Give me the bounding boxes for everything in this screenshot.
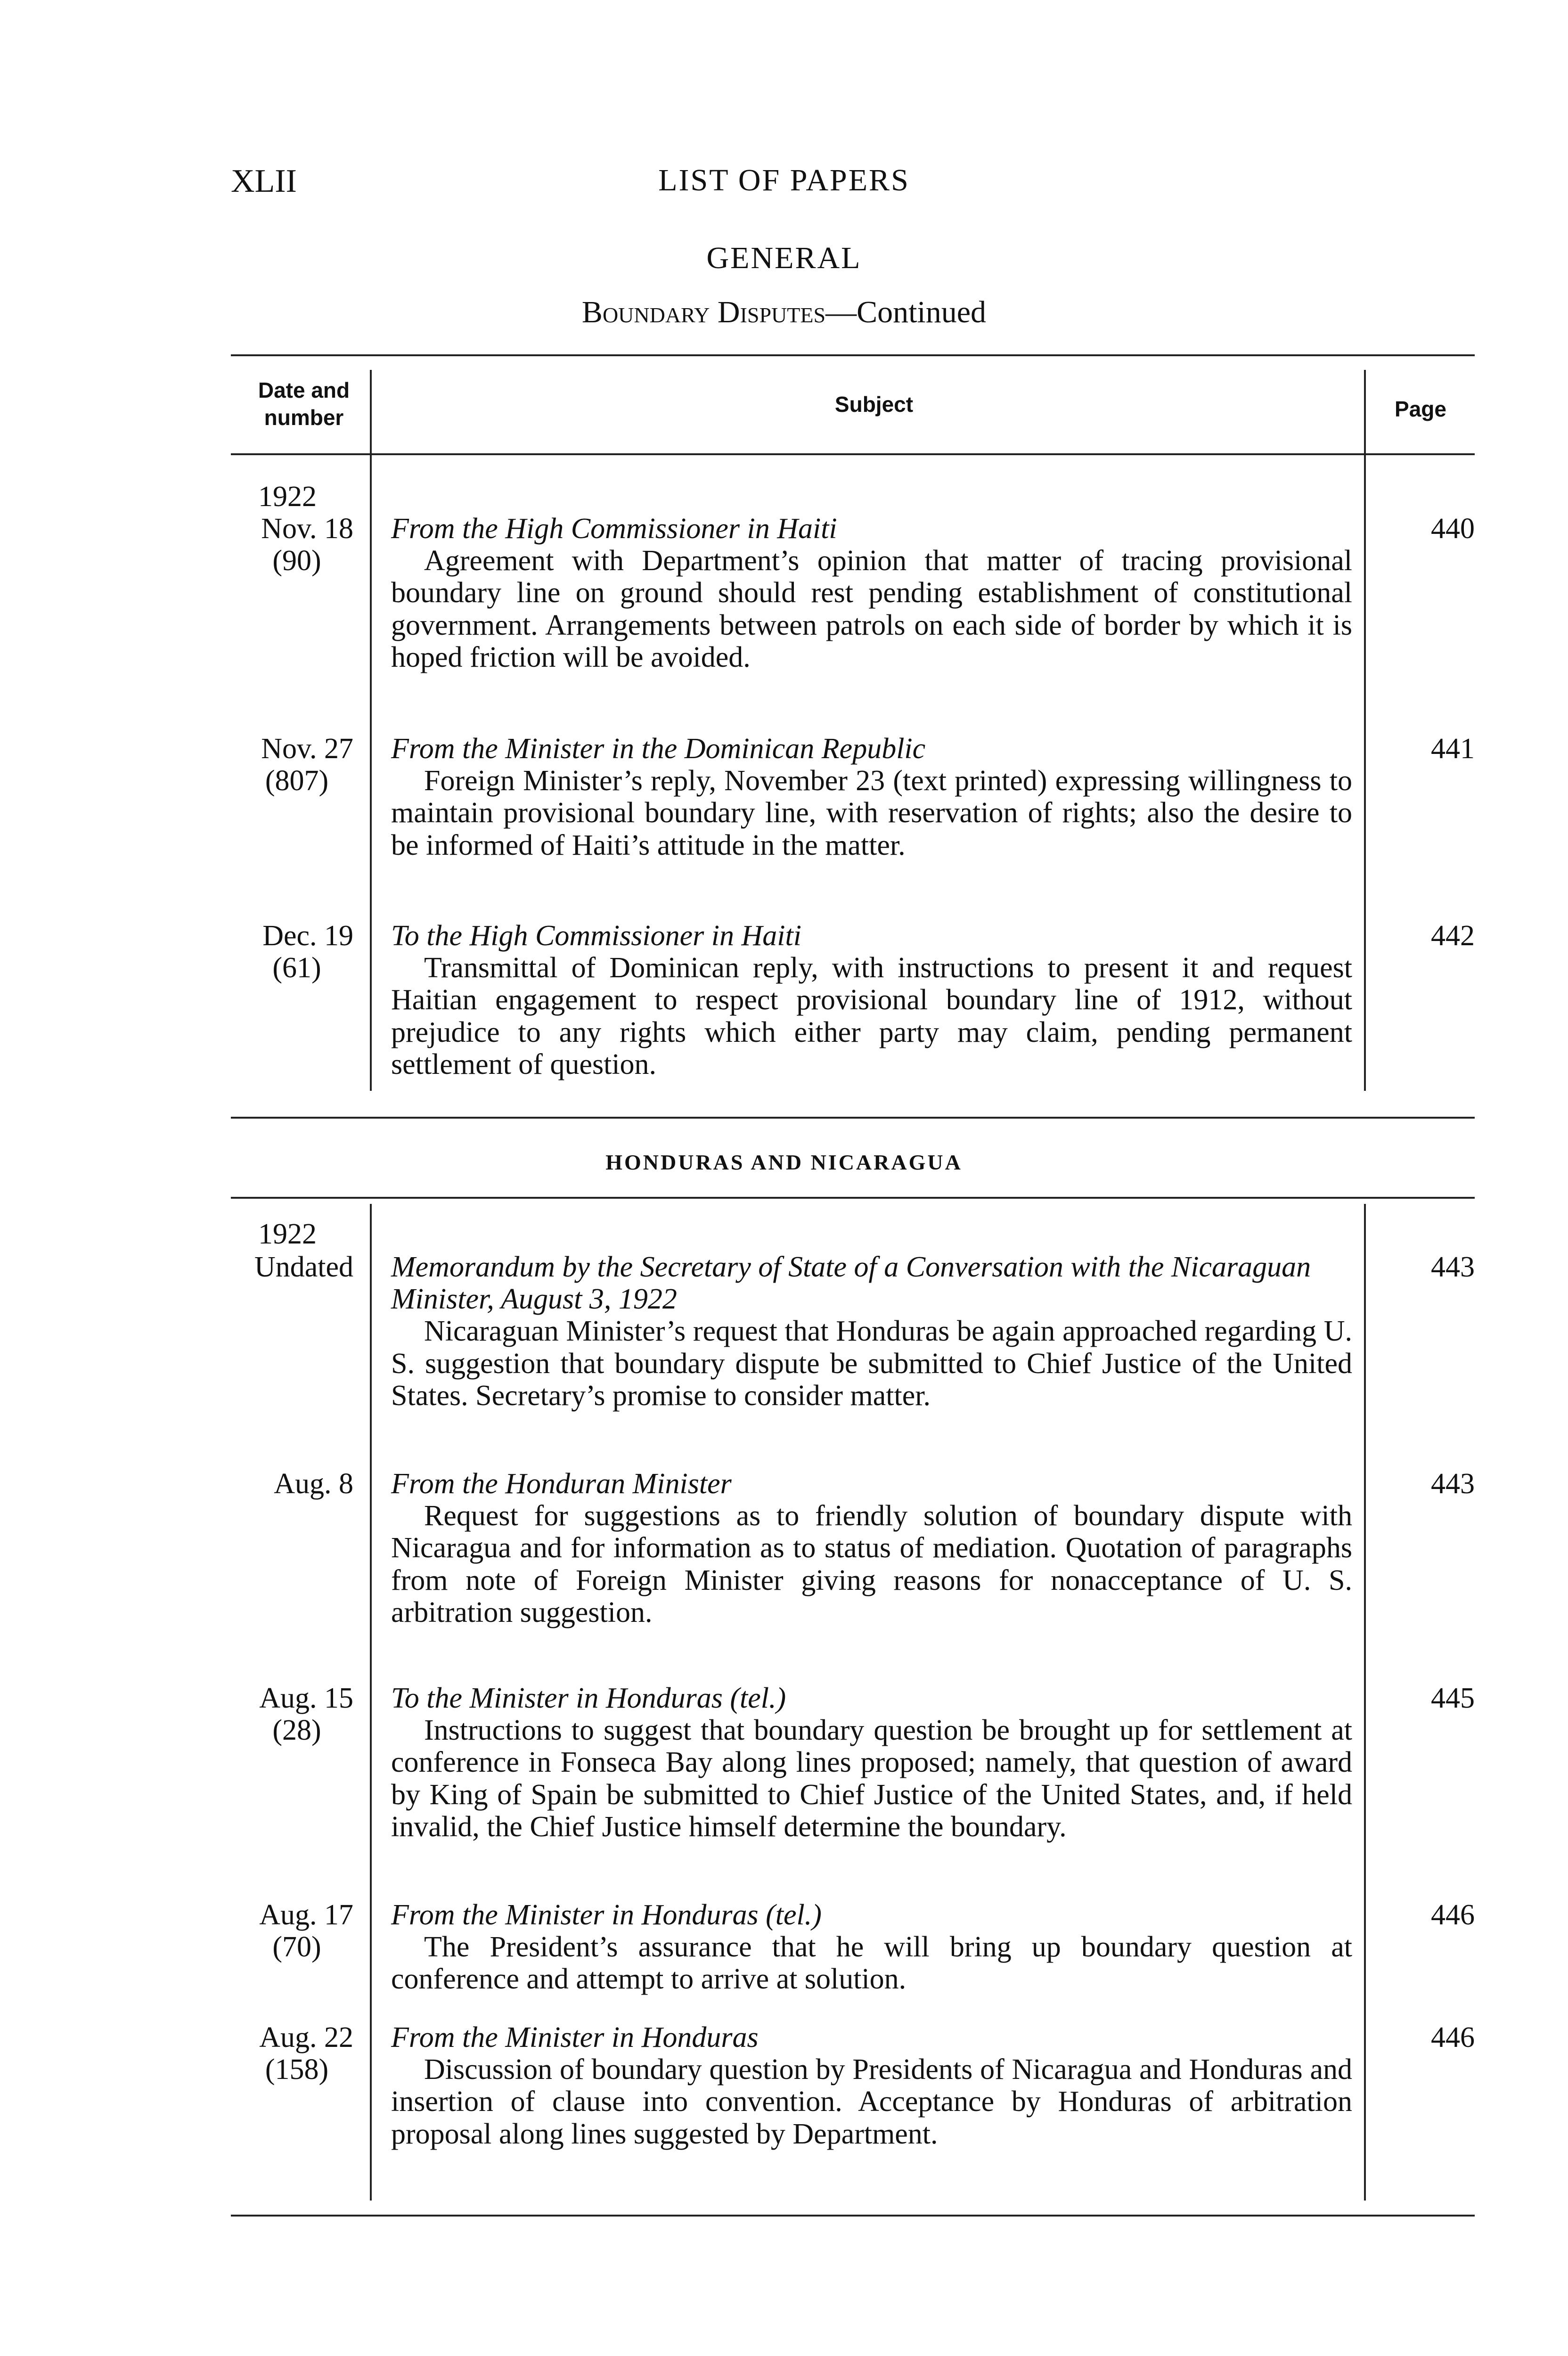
entry-summary: Foreign Minister’s reply, November 23 (text printed) expressing willingness to maintain provisional boundary line, with reservation of rights; also the desire to be informed of Haiti’s attitude in the matter. [391, 765, 1352, 861]
column-divider-left [370, 370, 372, 1091]
entry-date [221, 2021, 353, 2086]
entry-subject [391, 1251, 1352, 1412]
entry-date [221, 1682, 353, 1746]
entry-date [221, 513, 353, 577]
entry-date [221, 1251, 353, 1283]
entry-number: (158) [265, 2053, 329, 2086]
entry-date [221, 1468, 353, 1500]
column-header-page: Page [1395, 397, 1446, 421]
entry-title: From the Minister in Honduras (tel.) [391, 1899, 822, 1931]
entry-date-text: Dec. 19 [262, 920, 353, 952]
entry-date [221, 733, 353, 797]
entry-page: 445 [1431, 1682, 1475, 1714]
entry-summary: The President’s assurance that he will bring up boundary question at conference and attempt to arrive at solution. [391, 1931, 1352, 1996]
table-bottom-rule [231, 2215, 1475, 2217]
entry-title: From the Honduran Minister [391, 1468, 732, 1500]
entry-number: (807) [265, 765, 329, 797]
table-header-rule [231, 453, 1475, 455]
entry-subject [391, 920, 1352, 1080]
entry-date [221, 920, 353, 984]
entry-summary: Transmittal of Dominican reply, with instructions to present it and request Haitian engagement to respect provisional boundary line of 1912, without prejudice to any rights which either party may claim, pending permanent settlement of question. [391, 952, 1352, 1080]
entry-date-text: Nov. 27 [261, 733, 353, 765]
entry-subject [391, 733, 1352, 861]
year-label: 1922 [258, 1218, 317, 1250]
entry-title: From the Minister in the Dominican Republic [391, 733, 926, 765]
entry-page: 443 [1431, 1251, 1475, 1283]
entry-subject [391, 513, 1352, 673]
column-divider-left [370, 1204, 372, 2201]
year-label: 1922 [258, 481, 317, 513]
entry-number: (70) [272, 1931, 321, 1963]
page-number: XLII [231, 163, 297, 199]
entry-subject [391, 2021, 1352, 2150]
subsection-title-main: Boundary Disputes [581, 295, 826, 329]
entry-title: From the Minister in Honduras [391, 2021, 759, 2053]
table-bottom-rule [231, 1117, 1475, 1119]
entry-page: 443 [1431, 1468, 1475, 1500]
running-head: LIST OF PAPERS [658, 163, 910, 197]
entry-date-text: Aug. 22 [259, 2021, 353, 2053]
entry-date-text: Aug. 8 [274, 1468, 353, 1500]
entry-date-text: Undated [254, 1251, 353, 1283]
entry-summary: Instructions to suggest that boundary question be brought up for settlement at conference in Fonseca Bay along lines proposed; namely, that question of award by King of Spain be submitted to Chief Justice of the United States, and, if held invalid, the Chief Justice himself determine the boundary. [391, 1714, 1352, 1843]
entry-title: Memorandum by the Secretary of State of a Conversation with the Nicaraguan Minister, August 3, 1922 [391, 1251, 1311, 1316]
entry-title: To the Minister in Honduras (tel.) [391, 1682, 786, 1714]
subsection-heading: HONDURAS AND NICARAGUA [605, 1150, 963, 1174]
entry-title: To the High Commissioner in Haiti [391, 920, 801, 952]
subsection-title [0, 294, 1568, 330]
column-divider-right [1364, 1204, 1366, 2201]
column-header-date: Date and number [258, 378, 350, 430]
entry-date [221, 1899, 353, 1963]
entry-number: (61) [272, 952, 321, 984]
entry-subject [391, 1468, 1352, 1628]
entry-title: From the High Commissioner in Haiti [391, 513, 837, 545]
entry-number: (90) [272, 545, 321, 577]
entry-date-text: Nov. 18 [261, 513, 353, 545]
column-divider-right [1364, 370, 1366, 1091]
entry-summary: Discussion of boundary question by Presidents of Nicaragua and Honduras and insertion of clause into convention. Acceptance by Honduras of arbitration proposal along lines suggested by Department. [391, 2053, 1352, 2150]
subsection-rule [231, 1197, 1475, 1199]
entry-page: 446 [1431, 1899, 1475, 1931]
section-title: GENERAL [706, 241, 862, 275]
column-header-subject: Subject [834, 392, 914, 417]
entry-date-text: Aug. 15 [259, 1682, 353, 1714]
entry-number: (28) [272, 1714, 321, 1747]
entry-page: 442 [1431, 920, 1475, 952]
table-top-rule [231, 354, 1475, 356]
entry-subject [391, 1899, 1352, 1996]
entry-summary: Nicaraguan Minister’s request that Honduras be again approached regarding U. S. suggestion that boundary dispute be submitted to Chief Justice of the United States. Secretary’s promise to consider matter. [391, 1315, 1352, 1412]
subsection-title-continued: —Continued [825, 295, 987, 329]
entry-page: 446 [1431, 2021, 1475, 2053]
entry-date-text: Aug. 17 [259, 1899, 353, 1931]
entry-subject [391, 1682, 1352, 1843]
entry-page: 440 [1431, 513, 1475, 545]
entry-page: 441 [1431, 733, 1475, 765]
entry-summary: Request for suggestions as to friendly solution of boundary dispute with Nicaragua and for information as to status of mediation. Quotation of paragraphs from note of Foreign Minister giving reasons for nonacceptance of U. S. arbitration suggestion. [391, 1500, 1352, 1628]
entry-summary: Agreement with Department’s opinion that matter of tracing provisional boundary line on ground should rest pending establishment of constitutional government. Arrangements between patrols on each side of border by which it is hoped friction will be avoided. [391, 545, 1352, 673]
